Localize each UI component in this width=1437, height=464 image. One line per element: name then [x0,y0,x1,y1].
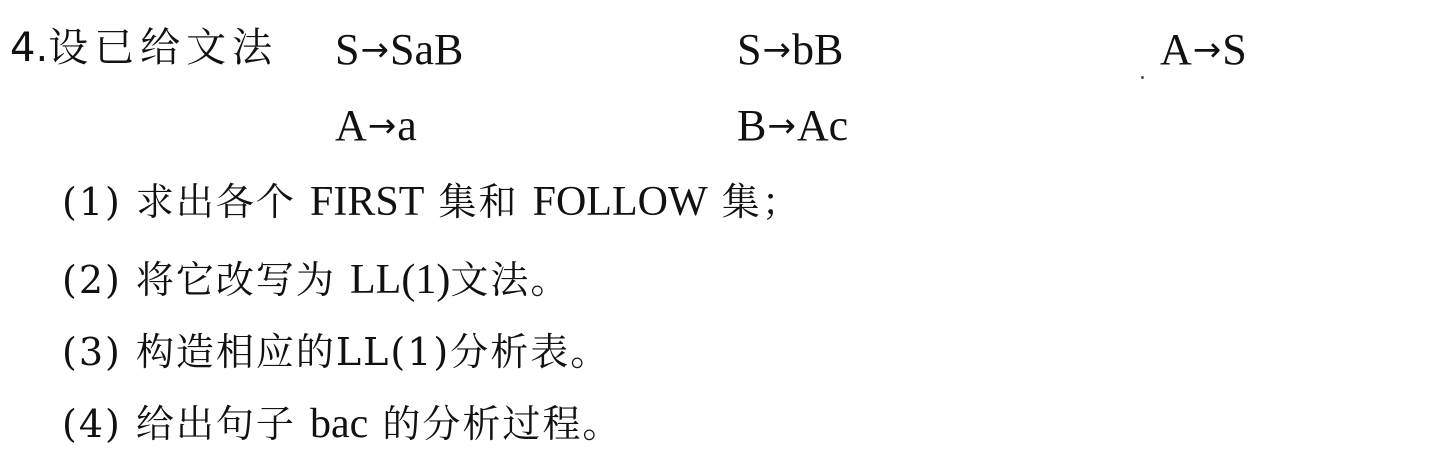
item-text: 求出各个 [135,180,296,224]
production-rhs: SaB [389,25,464,74]
production-arrow: → [367,106,397,146]
production-arrow: → [762,30,791,70]
production-a-a [335,98,417,157]
item-text: 集和 [438,180,519,224]
scan-speck [1141,76,1144,79]
production-rhs: S [1222,25,1247,74]
production-lhs: S [737,25,762,74]
item-term: FOLLOW [532,179,708,225]
production-lhs: A [335,101,367,150]
sub-question-1 [62,176,802,228]
item-text: 集； [721,180,802,224]
production-a-s [1160,22,1247,81]
production-rhs: bB [791,25,844,74]
item-label: (2) [62,258,122,302]
sub-question-4 [62,398,622,450]
question-lead: 设已给文法 [48,25,279,71]
question-header [10,20,278,76]
item-label: (3) [62,330,122,374]
item-term: bac [310,401,369,447]
item-term: LL(1) [350,257,451,303]
item-text: 将它改写为 [135,258,336,302]
production-arrow: → [1192,30,1222,70]
item-text: 构造相应的LL(1)分析表。 [135,330,611,374]
production-arrow: → [360,30,389,70]
production-b-ac [737,98,848,157]
item-text: 给出句子 [135,402,296,446]
production-arrow: → [767,106,796,146]
item-text: 文法。 [450,258,571,302]
production-rhs: Ac [796,101,849,150]
production-lhs: B [737,101,767,150]
item-term: FIRST [310,179,425,225]
production-s-sab [335,22,463,81]
production-rhs: a [397,101,417,150]
sub-question-3 [62,326,610,378]
production-lhs: S [335,25,360,74]
sub-question-2 [62,254,570,306]
item-label: (1) [62,180,122,224]
item-label: (4) [62,402,122,446]
item-text: 的分析过程。 [382,402,623,446]
question-number: 4. [10,25,49,71]
production-lhs: A [1160,25,1192,74]
production-s-bb [737,22,843,81]
